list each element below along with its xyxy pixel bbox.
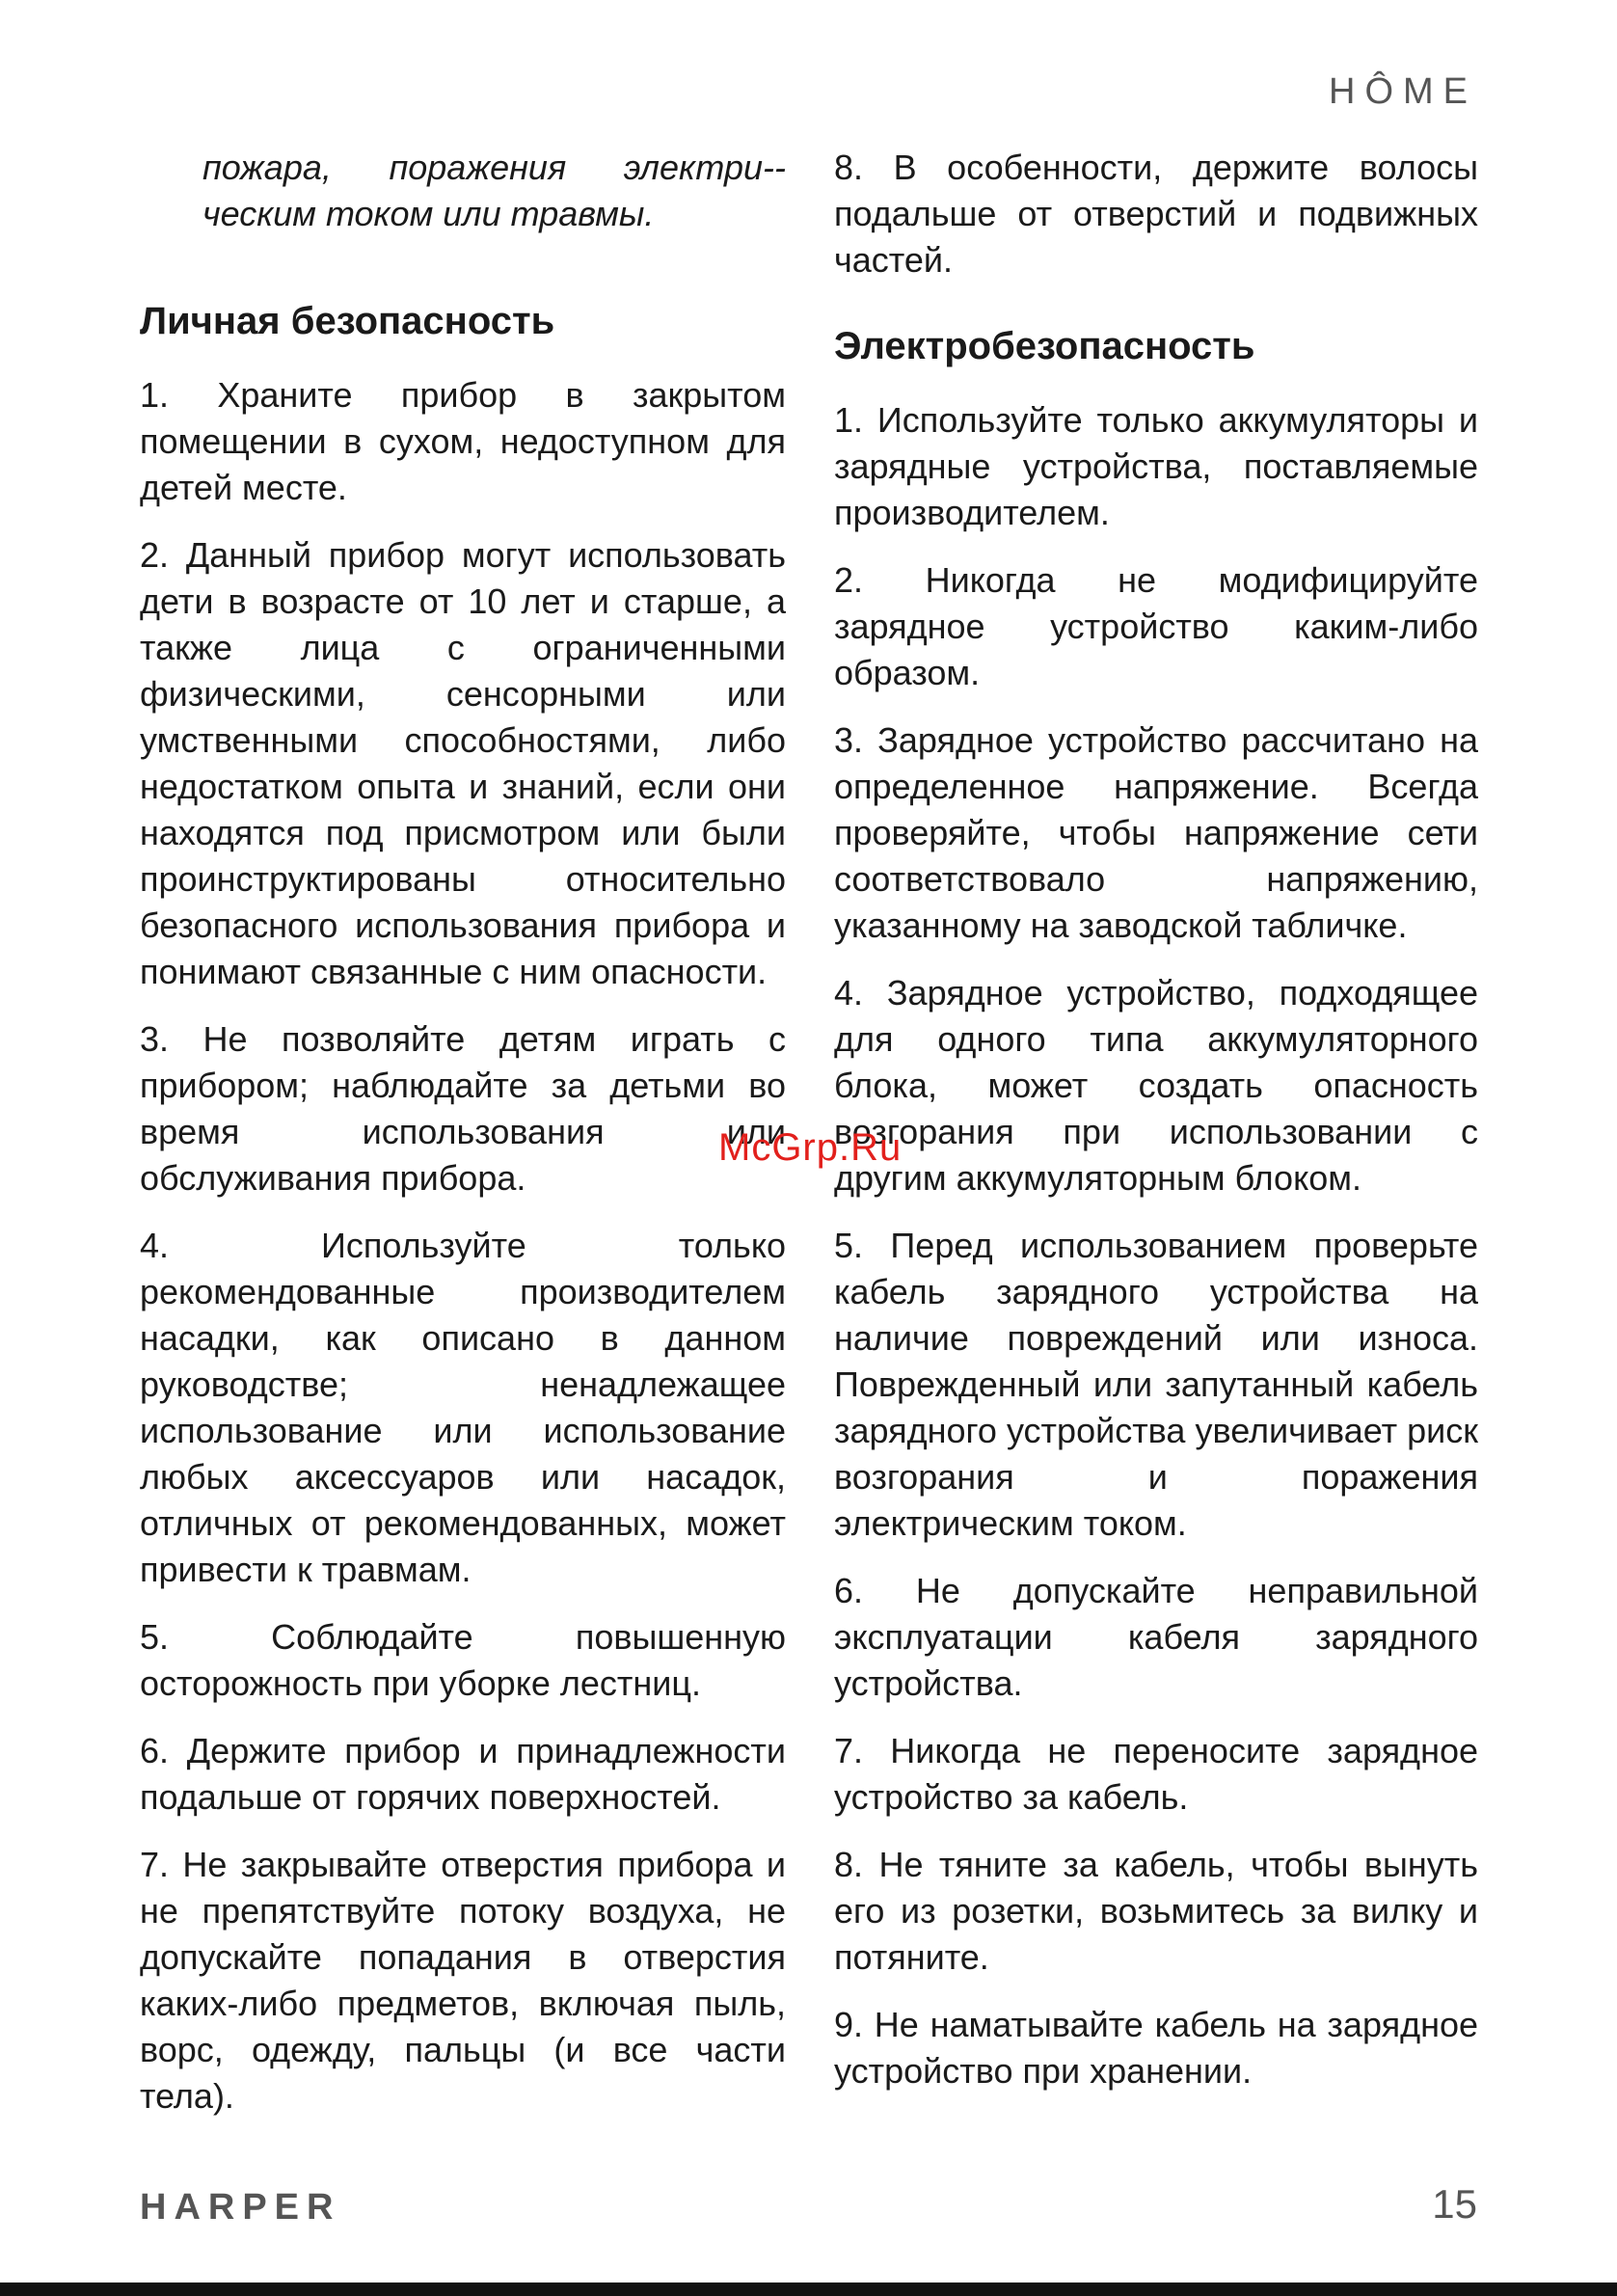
personal-safety-heading: Личная безопасность: [140, 300, 555, 342]
personal-safety-item: 6. Держите прибор и принадлежности подальше от горячих поверхностей.: [140, 1731, 786, 1817]
electrical-safety-item: 3. Зарядное устройство рассчитано на определенное напряжение. Всегда проверяйте, чтобы напряжение сети соответствовало напряжению, указанному на заводской табличке.: [834, 720, 1478, 945]
personal-safety-item: 3. Не позволяйте детям играть с прибором; наблюдайте за детьми во время использования или обслуживания прибора.: [140, 1019, 786, 1198]
personal-safety-item: 5. Соблюдайте повышенную осторожность при уборке лестниц.: [140, 1617, 786, 1703]
personal-safety-item: 1. Храните прибор в закрытом помещении в сухом, недоступном для детей месте.: [140, 375, 786, 507]
left-column: [140, 145, 786, 2141]
page-number: 15: [1432, 2181, 1477, 2227]
harper-brand-logo: HARPER: [140, 2187, 341, 2228]
electrical-safety-item: 9. Не наматывайте кабель на зарядное устройство при хранении.: [834, 2005, 1478, 2091]
electrical-safety-heading: Электробезопасность: [834, 325, 1255, 367]
personal-safety-item: 2. Данный прибор могут использовать дети в возрасте от 10 лет и старше, а также лица с ограниченными физическими, сенсорными или умственными способностями, либо недостатком опыта и знаний, если они находятся под присмотром или были проинструктированы относительно безопасного использования прибора и понимают связанные с ним опасности.: [140, 535, 786, 991]
home-brand-logo: HÔME: [1329, 71, 1477, 112]
personal-safety-item-continued: 8. В особенности, держите волосы подальше от отверстий и подвижных частей.: [834, 148, 1478, 280]
electrical-safety-item: 2. Никогда не модифицируйте зарядное устройство каким-либо образом.: [834, 560, 1478, 692]
personal-safety-item: 7. Не закрывайте отверстия прибора и не препятствуйте потоку воздуха, не допускайте попадания в отверстия каких-либо предметов, включая пыль, ворс, одежду, пальцы (и все части тела).: [140, 1845, 786, 2116]
electrical-safety-item: 7. Никогда не переносите зарядное устройство за кабель.: [834, 1731, 1478, 1817]
electrical-safety-item: 4. Зарядное устройство, подходящее для одного типа аккумуляторного блока, может создать опасность возгорания при использовании с другим аккумуляторным блоком.: [834, 973, 1478, 1198]
bottom-rule: [0, 2282, 1617, 2296]
electrical-safety-item: 5. Перед использованием проверьте кабель зарядного устройства на наличие повреждений или износа. Поврежденный или запутанный кабель зарядного устройства увеличивает риск возгорания и поражения электрическим током.: [834, 1226, 1478, 1543]
intro-text: пожара, поражения электри-ческим током или травмы.: [202, 148, 786, 233]
electrical-safety-item: 8. Не тяните за кабель, чтобы вынуть его из розетки, возьмитесь за вилку и потяните.: [834, 1845, 1478, 1977]
right-column: [834, 145, 1478, 2116]
personal-safety-item: 4. Используйте только рекомендованные производителем насадки, как описано в данном руководстве; ненадлежащее использование или использование любых аксессуаров или насадок, отличных от рекомендованных, может привести к травмам.: [140, 1226, 786, 1589]
electrical-safety-item: 1. Используйте только аккумуляторы и зарядные устройства, поставляемые производителем.: [834, 400, 1478, 532]
watermark: McGrp.Ru: [718, 1126, 903, 1169]
electrical-safety-item: 6. Не допускайте неправильной эксплуатации кабеля зарядного устройства.: [834, 1571, 1478, 1703]
